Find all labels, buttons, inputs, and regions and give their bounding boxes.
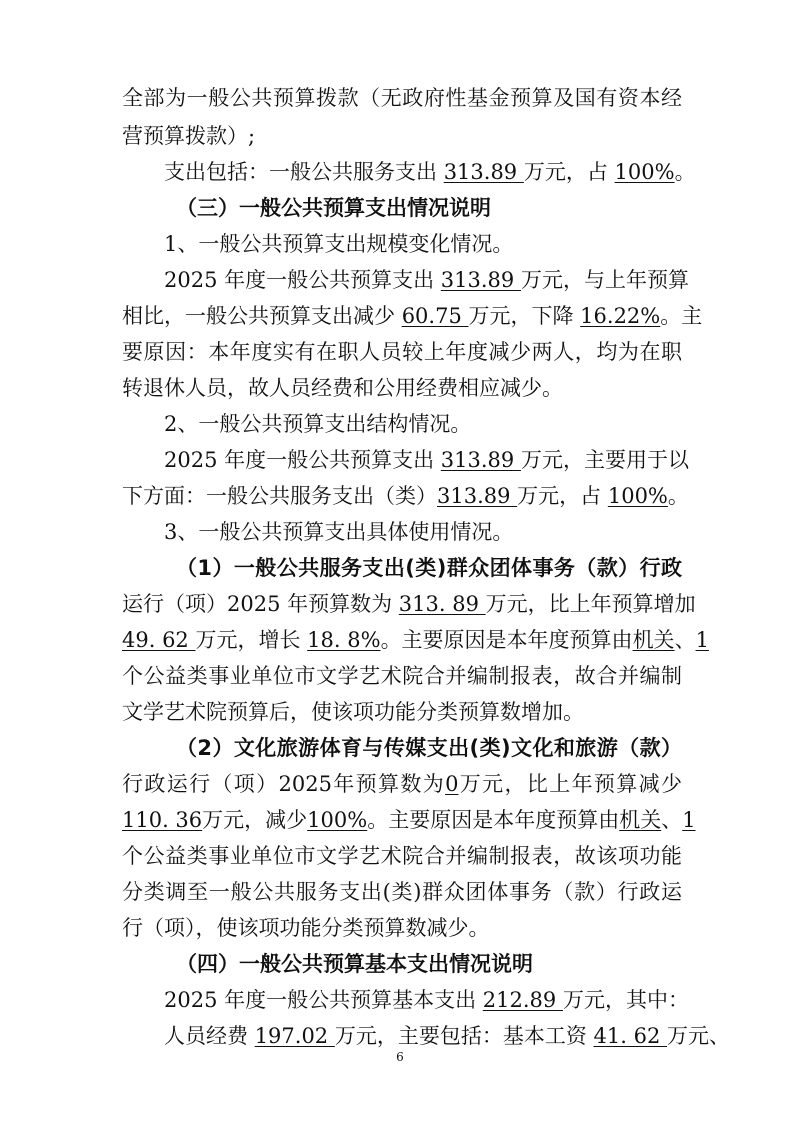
text-line: [122, 804, 696, 836]
text-line: [176, 948, 736, 980]
text-run: 、: [674, 628, 696, 652]
text-run: 、: [661, 808, 683, 832]
underlined-value: 机关: [632, 628, 675, 652]
text-run: 。主要原因是本年度预算由: [367, 808, 620, 832]
text-run: 万元，占: [523, 160, 615, 184]
text-line: [122, 624, 709, 656]
text-line: [176, 732, 682, 764]
text-run: 分类调至一般公共服务支出(类)群众团体事务（款）行政运: [122, 880, 682, 904]
text-line: [122, 300, 703, 332]
underlined-value: 313.89: [440, 448, 521, 472]
text-run: 转退休人员，故人员经费和公用经费相应减少。: [122, 376, 563, 400]
underlined-value: 18. 8%: [307, 628, 381, 652]
underlined-value: 1: [695, 628, 709, 652]
underlined-value: 机关: [619, 808, 662, 832]
text-run: 运行（项）2025 年预算数为: [122, 592, 399, 616]
text-run: 。主: [660, 304, 703, 328]
text-line: [176, 552, 682, 584]
text-run: 2、一般公共预算支出结构情况。: [164, 412, 472, 436]
text-run: 文学艺术院预算后，使该项功能分类预算数增加。: [122, 700, 584, 724]
text-run: 万元，比上年预算减少: [458, 772, 682, 796]
text-run: 万元、: [667, 1024, 731, 1048]
text-run: 2025 年度一般公共预算基本支出: [164, 988, 483, 1012]
underlined-value: 313.89: [443, 160, 524, 184]
text-run: 3、一般公共预算支出具体使用情况。: [164, 520, 514, 544]
text-run: 2025 年度一般公共预算支出: [164, 268, 441, 292]
underlined-value: 197.02: [254, 1024, 335, 1048]
text-run: 1、一般公共预算支出规模变化情况。: [164, 232, 514, 256]
text-line: [122, 588, 696, 620]
text-line: [122, 876, 682, 908]
page-number: 6: [396, 1050, 404, 1064]
underlined-value: 100%: [614, 160, 675, 184]
underlined-value: 313.89: [440, 268, 521, 292]
text-run: 行（项），使该项功能分类预算数减少。: [122, 916, 490, 940]
text-line: [176, 192, 736, 224]
text-run: 人员经费: [164, 1024, 255, 1048]
text-line: [122, 480, 689, 512]
text-line: [164, 408, 682, 440]
text-run: 相比，一般公共预算支出减少: [122, 304, 402, 328]
text-run: 万元，主要包括：基本工资: [334, 1024, 594, 1048]
text-run: 万元，减少: [202, 808, 308, 832]
text-run: 全部为一般公共预算拨款（无政府性基金预算及国有资本经: [122, 86, 682, 110]
text-run: 支出包括：一般公共服务支出: [164, 160, 444, 184]
text-line: [122, 696, 682, 728]
text-line: [164, 228, 682, 260]
underlined-value: 16.22%: [580, 304, 661, 328]
text-run: 万元，主要用于以: [520, 448, 689, 472]
text-line: [122, 840, 682, 872]
text-run: 万元，其中：: [562, 988, 689, 1012]
text-run: 万元，增长: [195, 628, 308, 652]
text-line: [164, 1020, 731, 1052]
underlined-value: 41. 62: [593, 1024, 668, 1048]
text-run: 2025 年度一般公共预算支出: [164, 448, 441, 472]
text-line: [122, 336, 682, 368]
underlined-value: 0: [445, 772, 459, 796]
text-line: [122, 768, 682, 800]
text-run: （三）一般公共预算支出情况说明: [176, 196, 491, 220]
text-run: 营预算拨款）;: [122, 124, 256, 148]
text-run: 要原因：本年度实有在职人员较上年度减少两人，均为在职: [122, 340, 682, 364]
text-run: （四）一般公共预算基本支出情况说明: [176, 952, 533, 976]
text-line: [164, 516, 682, 548]
text-run: 万元，比上年预算增加: [485, 592, 696, 616]
text-run: 万元，下降: [468, 304, 581, 328]
text-run: 行政运行（项）2025年预算数为: [122, 772, 446, 796]
text-run: 个公益类事业单位市文学艺术院合并编制报表，故合并编制: [122, 664, 682, 688]
text-line: [122, 82, 682, 114]
text-line: [164, 444, 689, 476]
text-line: [164, 264, 689, 296]
underlined-value: 60.75: [401, 304, 469, 328]
text-run: 个公益类事业单位市文学艺术院合并编制报表，故该项功能: [122, 844, 682, 868]
text-run: 下方面：一般公共服务支出（类）: [122, 484, 437, 508]
text-run: 。: [674, 160, 696, 184]
text-line: [122, 660, 682, 692]
text-run: 万元，与上年预算: [520, 268, 689, 292]
text-line: [122, 372, 682, 404]
text-run: （1）一般公共服务支出(类)群众团体事务（款）行政: [176, 556, 682, 580]
underlined-value: 110. 36: [122, 808, 203, 832]
text-line: [164, 984, 689, 1016]
underlined-value: 313. 89: [398, 592, 486, 616]
underlined-value: 1: [682, 808, 696, 832]
text-run: 。: [667, 484, 689, 508]
text-line: [164, 156, 696, 188]
text-run: 万元，占: [517, 484, 608, 508]
underlined-value: 212.89: [482, 988, 563, 1012]
text-line: [122, 912, 682, 944]
underlined-value: 49. 62: [122, 628, 196, 652]
text-run: （2）文化旅游体育与传媒支出(类)文化和旅游（款）: [176, 736, 682, 760]
text-line: [122, 120, 682, 152]
underlined-value: 313.89: [437, 484, 518, 508]
text-run: 。主要原因是本年度预算由: [380, 628, 633, 652]
underlined-value: 100%: [607, 484, 668, 508]
underlined-value: 100%: [307, 808, 368, 832]
